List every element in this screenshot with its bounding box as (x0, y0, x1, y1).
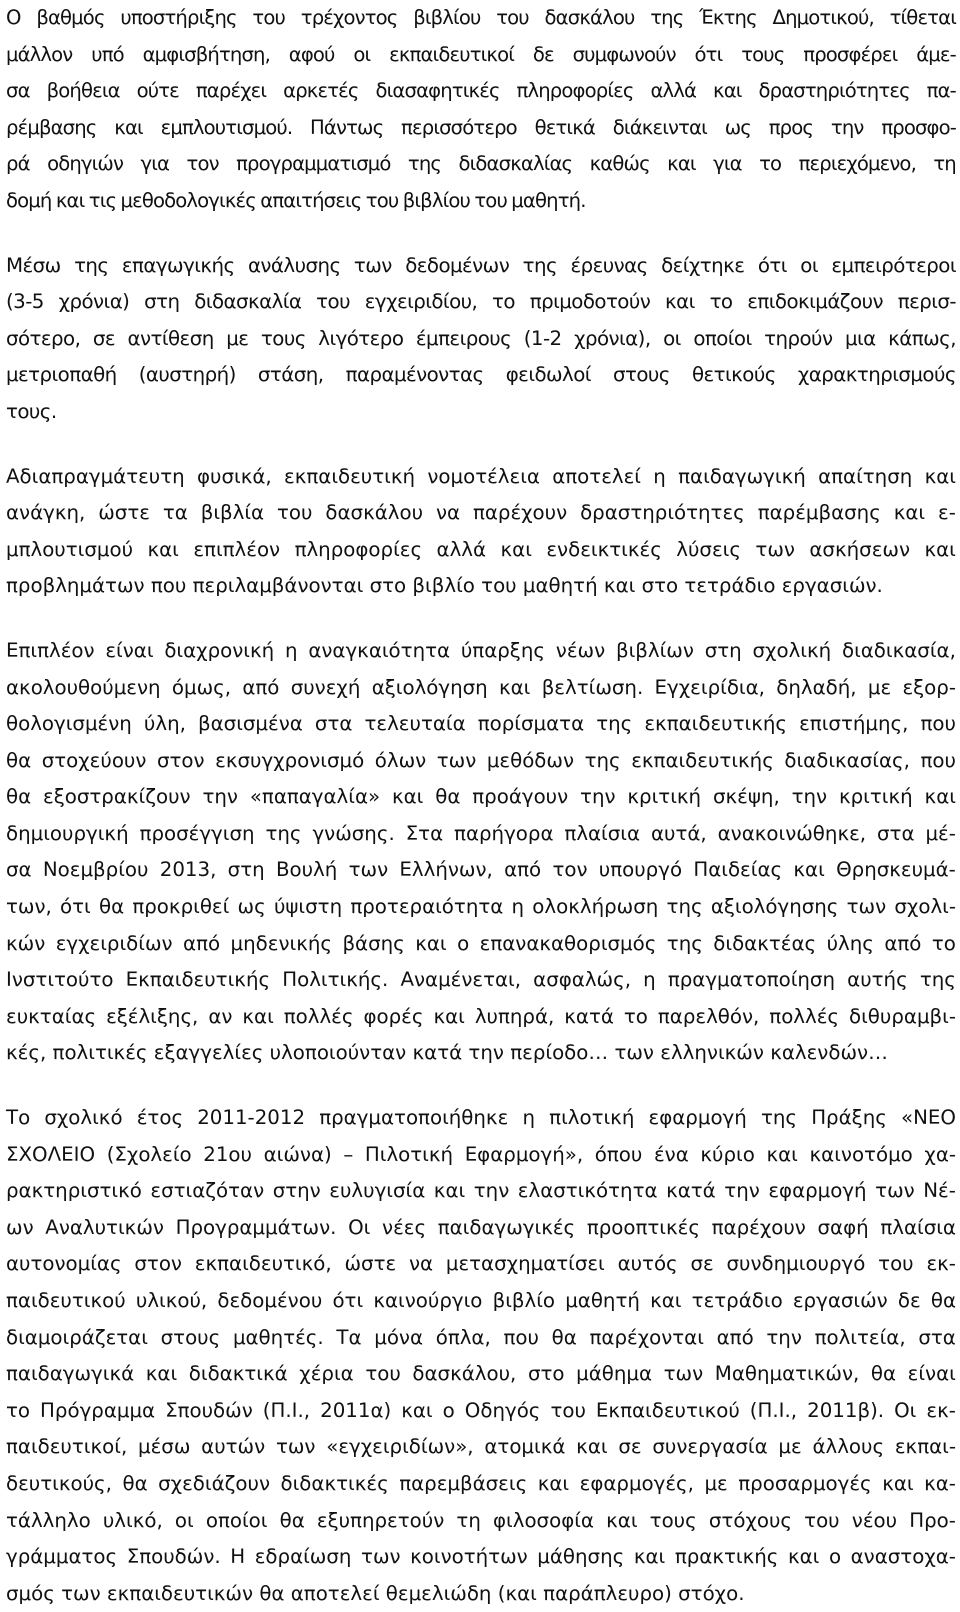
text-line: αυτονομίας στον εκπαιδευτικό, ώστε να μετασχηματίσει αυτός σε συνδημιουργό του εκ- (6, 1252, 956, 1276)
text-line: ρακτηριστικό εστιαζόταν στην ευλυγισία και την ελαστικότητα κατά την εφαρμογή των Νέ- (6, 1179, 956, 1203)
text-line: ων Αναλυτικών Προγραμμάτων. Οι νέες παιδαγωγικές προοπτικές παρέχουν σαφή πλαίσια (6, 1215, 956, 1239)
text-line: θολογισμένη ύλη, βασισμένα στα τελευταία πορίσματα της εκπαιδευτικής επιστήμης, που (6, 712, 956, 736)
text-line: παιδευτικοί, μέσω αυτών των «εγχειριδίων», ατομικά και σε συνεργασία με άλλους εκπαι- (6, 1435, 956, 1459)
text-line: το Πρόγραμμα Σπουδών (Π.Ι., 2011α) και ο Οδηγός του Εκπαιδευτικού (Π.Ι., 2011β). Οι εκ- (6, 1398, 956, 1422)
text-line: μετριοπαθή (αυστηρή) στάση, παραμένοντας φειδωλοί στους θετικούς χαρακτηρισμούς (6, 363, 956, 387)
paragraph-spacer (6, 605, 956, 633)
text-line: ΣΧΟΛΕΙΟ (Σχολείο 21ου αιώνα) – Πιλοτική Εφαρμογή», όπου ένα κύριο και καινοτόμο χα- (6, 1142, 956, 1166)
text-line: Ο βαθμός υποστήριξης του τρέχοντος βιβλίου του δασκάλου της Έκτης Δημοτικού, τίθεται (6, 6, 956, 29)
text-line: Το σχολικό έτος 2011-2012 πραγματοποιήθηκε η πιλοτική εφαρμογή της Πράξης «ΝΕΟ (6, 1106, 956, 1130)
text-line: μάλλον υπό αμφισβήτηση, αφού οι εκπαιδευτικοί δε συμφωνούν ότι τους προσφέρει άμε- (6, 42, 956, 66)
paragraph-5 (6, 1100, 956, 1612)
text-line: ευκταίας εξέλιξης, αν και πολλές φορές και λυπηρά, κατά το παρελθόν, πολλές διθυραμβι- (6, 1004, 956, 1028)
paragraph-spacer (6, 431, 956, 459)
paragraph-3 (6, 459, 956, 605)
text-line: γράμματος Σπουδών. Η εδραίωση των κοινοτήτων μάθησης και πρακτικής και ο αναστοχα- (6, 1545, 956, 1569)
text-line: σα βοήθεια ούτε παρέχει αρκετές διασαφητικές πληροφορίες αλλά και δραστηριότητες πα- (6, 79, 956, 103)
text-line: προβλημάτων που περιλαμβάνονται στο βιβλίο του μαθητή και στο τετράδιο εργασιών. (6, 574, 883, 598)
text-line: μπλουτισμού και επιπλέον πληροφορίες αλλά και ενδεικτικές λύσεις των ασκήσεων και (6, 537, 956, 561)
text-line: Μέσω της επαγωγικής ανάλυσης των δεδομένων της έρευνας δείχτηκε ότι οι εμπειρότεροι (6, 253, 956, 277)
text-line: ρέμβασης και εμπλουτισμού. Πάντως περισσότερο θετικά διάκεινται ως προς την προσφο- (6, 115, 956, 139)
paragraph-2 (6, 248, 956, 431)
text-line: Επιπλέον είναι διαχρονική η αναγκαιότητα ύπαρξης νέων βιβλίων στη σχολική διαδικασία, (6, 638, 956, 662)
text-line: θα στοχεύουν στον εκσυγχρονισμό όλων των μεθόδων της εκπαιδευτικής διαδικασίας, που (6, 748, 956, 772)
paragraph-4 (6, 633, 956, 1072)
text-line: ακολουθούμενη όμως, από συνεχή αξιολόγηση και βελτίωση. Εγχειρίδια, δηλαδή, με εξορ- (6, 675, 956, 699)
paragraph-1 (6, 0, 956, 220)
paragraph-spacer (6, 1072, 956, 1100)
text-line: ανάγκη, ώστε τα βιβλία του δασκάλου να παρέχουν δραστηριότητες παρέμβασης και ε- (6, 501, 956, 525)
text-line: διαμοιράζεται στους μαθητές. Τα μόνα όπλα, που θα παρέχονται από την πολιτεία, στα (6, 1325, 956, 1349)
text-line: (3-5 χρόνια) στη διδασκαλία του εγχειριδίου, το πριμοδοτούν και το επιδοκιμάζουν περισ- (6, 290, 956, 314)
text-line: δομή και τις μεθοδολογικές απαιτήσεις του βιβλίου του μαθητή. (6, 188, 586, 212)
text-line: παιδευτικού υλικού, δεδομένου ότι καινούργιο βιβλίο μαθητή και τετράδιο εργασιών δε θα (6, 1289, 956, 1312)
text-line: κών εγχειριδίων από μηδενικής βάσης και ο επανακαθορισμός της διδακτέας ύλης από το (6, 931, 956, 955)
text-line: σα Νοεμβρίου 2013, στη Βουλή των Ελλήνων, από τον υπουργό Παιδείας και Θρησκευμά- (6, 858, 956, 882)
text-line: των, ότι θα προκριθεί ως ύψιστη προτεραιότητα η ολοκλήρωση της αξιολόγησης των σχολι- (6, 895, 956, 919)
text-line: τάλληλο υλικό, οι οποίοι θα εξυπηρετούν τη φιλοσοφία και τους στόχους του νέου Προ- (6, 1508, 956, 1532)
text-line: σότερο, σε αντίθεση με τους λιγότερο έμπειρους (1-2 χρόνια), οι οποίοι τηρούν μια κάπως, (6, 326, 956, 350)
text-line: θα εξοστρακίζουν την «παπαγαλία» και θα προάγουν την κριτική σκέψη, την κριτική και (6, 785, 956, 809)
text-line: σμός των εκπαιδευτικών θα αποτελεί θεμελιώδη (και παράπλευρο) στόχο. (6, 1581, 745, 1605)
text-line: Αδιαπραγμάτευτη φυσικά, εκπαιδευτική νομοτέλεια αποτελεί η παιδαγωγική απαίτηση και (6, 464, 956, 488)
text-line: κές, πολιτικές εξαγγελίες υλοποιούνταν κατά την περίοδο… των ελληνικών καλενδών… (6, 1041, 888, 1065)
text-line: τους. (6, 399, 57, 423)
text-line: Ινστιτούτο Εκπαιδευτικής Πολιτικής. Αναμένεται, ασφαλώς, η πραγματοποίηση αυτής της (6, 968, 956, 992)
text-line: ρά οδηγιών για τον προγραμματισμό της διδασκαλίας καθώς και για το περιεχόμενο, τη (6, 152, 956, 176)
paragraph-spacer (6, 220, 956, 248)
document-page (6, 0, 956, 1612)
text-line: δευτικούς, θα σχεδιάζουν διδακτικές παρεμβάσεις και εφαρμογές, με προσαρμογές και κα- (6, 1471, 956, 1495)
text-line: παιδαγωγικά και διδακτικά χέρια του δασκάλου, στο μάθημα των Μαθηματικών, θα είναι (6, 1362, 956, 1386)
text-line: δημιουργική προσέγγιση της γνώσης. Στα παρήγορα πλαίσια αυτά, ανακοινώθηκε, στα μέ- (6, 821, 956, 845)
